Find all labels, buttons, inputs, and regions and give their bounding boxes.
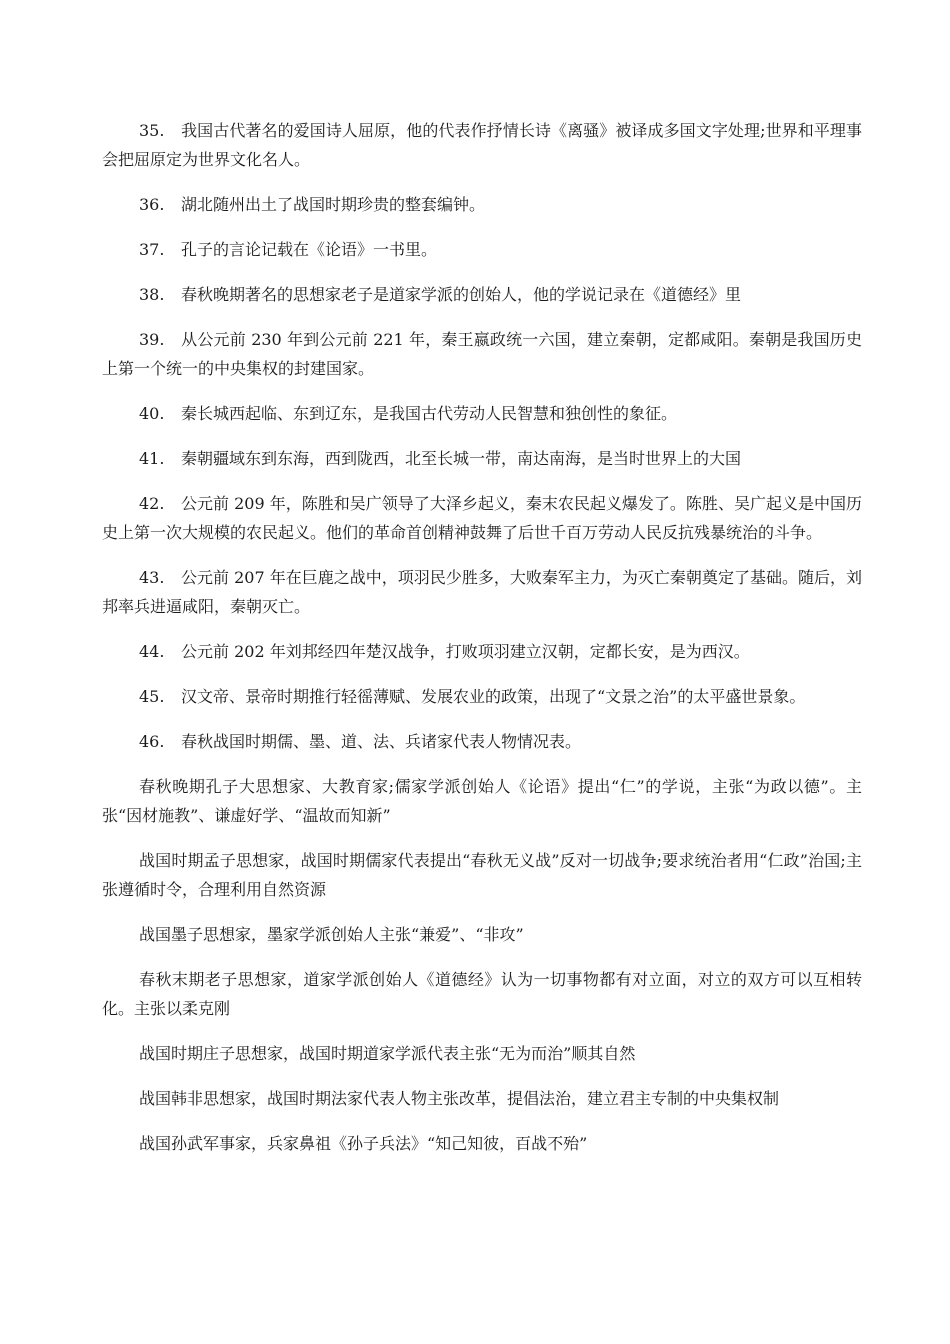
item-number: 39. (139, 330, 165, 349)
item-text: 春秋晚期著名的思想家老子是道家学派的创始人，他的学说记录在《道德经》里 (181, 285, 742, 304)
thinker-note-laozi: 春秋末期老子思想家，道家学派创始人《道德经》认为一切事物都有对立面，对立的双方可以互相转化。主张以柔克刚 (102, 970, 862, 1018)
thinker-note-sunwu: 战国孙武军事家，兵家鼻祖《孙子兵法》“知己知彼，百战不殆” (139, 1134, 588, 1153)
list-item-42 (102, 489, 862, 547)
list-item-44 (102, 637, 862, 666)
list-item-37 (102, 235, 862, 264)
item-number: 35. (139, 121, 165, 140)
item-text: 湖北随州出土了战国时期珍贵的整套编钟。 (181, 195, 486, 214)
item-text: 春秋战国时期儒、墨、道、法、兵诸家代表人物情况表。 (181, 732, 582, 751)
item-text: 公元前 209 年，陈胜和吴广领导了大泽乡起义，秦末农民起义爆发了。陈胜、吴广起义是中国历史上第一次大规模的农民起义。他们的革命首创精神鼓舞了后世千百万劳动人民反抗残暴统治的斗争。 (102, 494, 862, 542)
item-text: 我国古代著名的爱国诗人屈原，他的代表作抒情长诗《离骚》被译成多国文字处理;世界和平理事会把屈原定为世界文化名人。 (102, 121, 862, 169)
list-item-36 (102, 190, 862, 219)
item-text: 秦朝疆域东到东海，西到陇西，北至长城一带，南达南海，是当时世界上的大国 (181, 449, 742, 468)
item-number: 42. (139, 494, 165, 513)
document-body (102, 116, 862, 1174)
item-text: 公元前 202 年刘邦经四年楚汉战争，打败项羽建立汉朝，定都长安，是为西汉。 (181, 642, 750, 661)
item-number: 44. (139, 642, 165, 661)
item-text: 从公元前 230 年到公元前 221 年，秦王嬴政统一六国，建立秦朝，定都咸阳。秦朝是我国历史上第一个统一的中央集权的封建国家。 (102, 330, 862, 378)
list-item-41 (102, 444, 862, 473)
item-number: 36. (139, 195, 165, 214)
thinker-note-mencius: 战国时期孟子思想家，战国时期儒家代表提出“春秋无义战”反对一切战争;要求统治者用“仁政”治国;主张遵循时令，合理利用自然资源 (102, 851, 862, 899)
item-text: 孔子的言论记载在《论语》一书里。 (181, 240, 438, 259)
item-number: 38. (139, 285, 165, 304)
list-item-43 (102, 563, 862, 621)
thinker-note-mozi: 战国墨子思想家，墨家学派创始人主张“兼爱”、“非攻” (139, 925, 524, 944)
thinker-note-confucius: 春秋晚期孔子大思想家、大教育家;儒家学派创始人《论语》提出“仁”的学说，主张“为政以德”。主张“因材施教”、谦虚好学、“温故而知新” (102, 777, 862, 825)
item-text: 秦长城西起临、东到辽东，是我国古代劳动人民智慧和独创性的象征。 (181, 404, 678, 423)
list-item-45 (102, 682, 862, 711)
list-item-35 (102, 116, 862, 174)
list-item-39 (102, 325, 862, 383)
thinker-note-hanfei: 战国韩非思想家，战国时期法家代表人物主张改革，提倡法治，建立君主专制的中央集权制 (139, 1089, 780, 1108)
list-item-40 (102, 399, 862, 428)
item-number: 46. (139, 732, 165, 751)
item-number: 45. (139, 687, 165, 706)
list-item-46 (102, 727, 862, 756)
thinker-note-zhuangzi: 战国时期庄子思想家，战国时期道家学派代表主张“无为而治”顺其自然 (139, 1044, 636, 1063)
item-text: 汉文帝、景帝时期推行轻徭薄赋、发展农业的政策，出现了“文景之治”的太平盛世景象。 (181, 687, 806, 706)
item-text: 公元前 207 年在巨鹿之战中，项羽民少胜多，大败秦军主力，为灭亡秦朝奠定了基础。随后，刘邦率兵进逼咸阳，秦朝灭亡。 (102, 568, 862, 616)
item-number: 43. (139, 568, 165, 587)
list-item-38 (102, 280, 862, 309)
item-number: 41. (139, 449, 165, 468)
item-number: 40. (139, 404, 165, 423)
item-number: 37. (139, 240, 165, 259)
